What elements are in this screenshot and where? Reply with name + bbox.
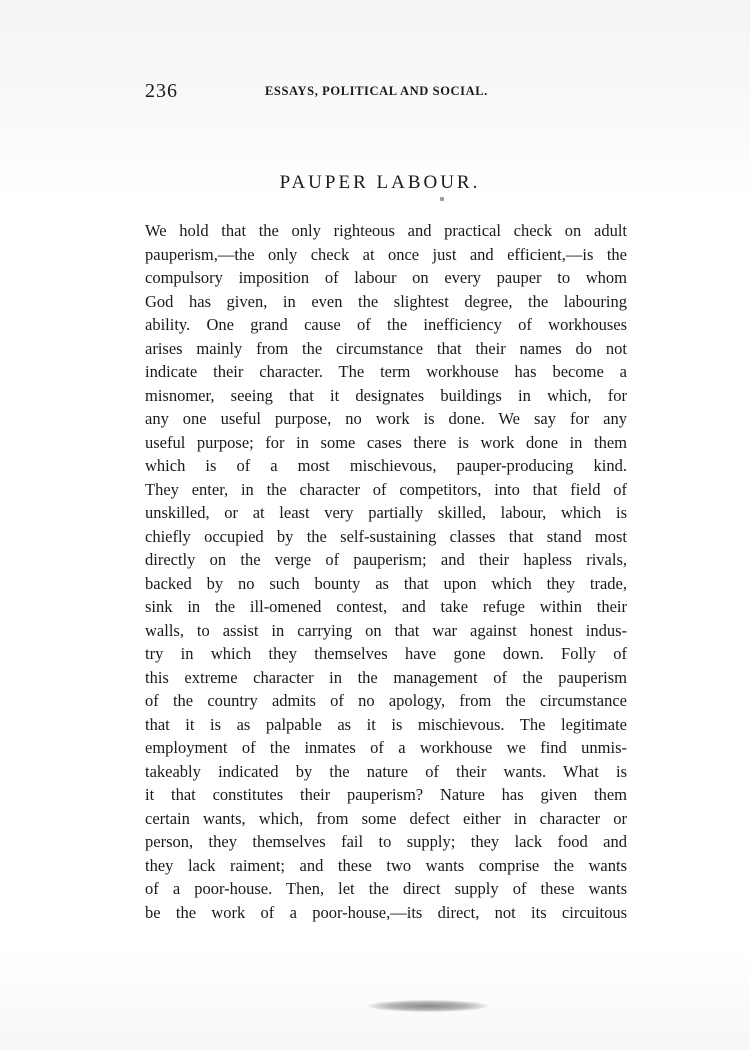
- text-line: that it is as palpable as it is mischievous. The legitimate: [145, 714, 627, 734]
- text-line: We hold that the only righteous and practical check on adult: [145, 221, 627, 240]
- text-line: compulsory imposition of labour on every pauper to whom: [145, 268, 627, 287]
- text-line: be the work of a poor-house,—its direct, not its circuitous: [145, 902, 627, 922]
- text-line: it that constitutes their pauperism? Nature has given them: [145, 785, 627, 804]
- text-line: directly on the verge of pauperism; and their hapless rivals,: [145, 550, 627, 569]
- print-speck: [440, 197, 444, 201]
- text-line: ability. One grand cause of the inefficiency of workhouses: [145, 315, 627, 334]
- scan-smudge: [368, 1000, 488, 1012]
- text-line: arises mainly from the circumstance that their names do not: [145, 338, 627, 358]
- body-text: [145, 219, 627, 924]
- text-line: walls, to assist in carrying on that war against honest indus-: [145, 620, 627, 640]
- text-line: try in which they themselves have gone down. Folly of: [145, 644, 627, 663]
- text-line: unskilled, or at least very partially skilled, labour, which is: [145, 503, 627, 522]
- running-head: [145, 80, 625, 104]
- text-line: this extreme character in the management of the pauperism: [145, 667, 627, 687]
- text-line: which is of a most mischievous, pauper-producing kind.: [145, 456, 627, 475]
- text-line: sink in the ill-omened contest, and take refuge within their: [145, 597, 627, 616]
- text-line: God has given, in even the slightest degree, the labouring: [145, 291, 627, 311]
- text-line: employment of the inmates of a workhouse we find unmis-: [145, 738, 627, 757]
- text-line: chiefly occupied by the self-sustaining classes that stand most: [145, 526, 627, 546]
- chapter-title: PAUPER LABOUR.: [279, 172, 481, 193]
- text-line: of the country admits of no apology, from the circumstance: [145, 691, 627, 710]
- text-line: misnomer, seeing that it designates buildings in which, for: [145, 385, 627, 405]
- text-line: of a poor-house. Then, let the direct supply of these wants: [145, 879, 627, 898]
- text-line: backed by no such bounty as that upon which they trade,: [145, 573, 627, 593]
- text-line: indicate their character. The term workhouse has become a: [145, 362, 627, 381]
- text-line: any one useful purpose, no work is done. We say for any: [145, 409, 627, 428]
- text-line: takeably indicated by the nature of their wants. What is: [145, 761, 627, 781]
- text-line: useful purpose; for in some cases there is work done in them: [145, 432, 627, 452]
- text-line: person, they themselves fail to supply; they lack food and: [145, 832, 627, 851]
- text-line: They enter, in the character of competitors, into that field of: [145, 479, 627, 499]
- page-number: 236: [145, 80, 178, 102]
- running-title: ESSAYS, POLITICAL AND SOCIAL.: [265, 84, 488, 98]
- text-line: they lack raiment; and these two wants comprise the wants: [145, 855, 627, 875]
- text-line: pauperism,—the only check at once just and efficient,—is the: [145, 244, 627, 264]
- text-line: certain wants, which, from some defect either in character or: [145, 808, 627, 828]
